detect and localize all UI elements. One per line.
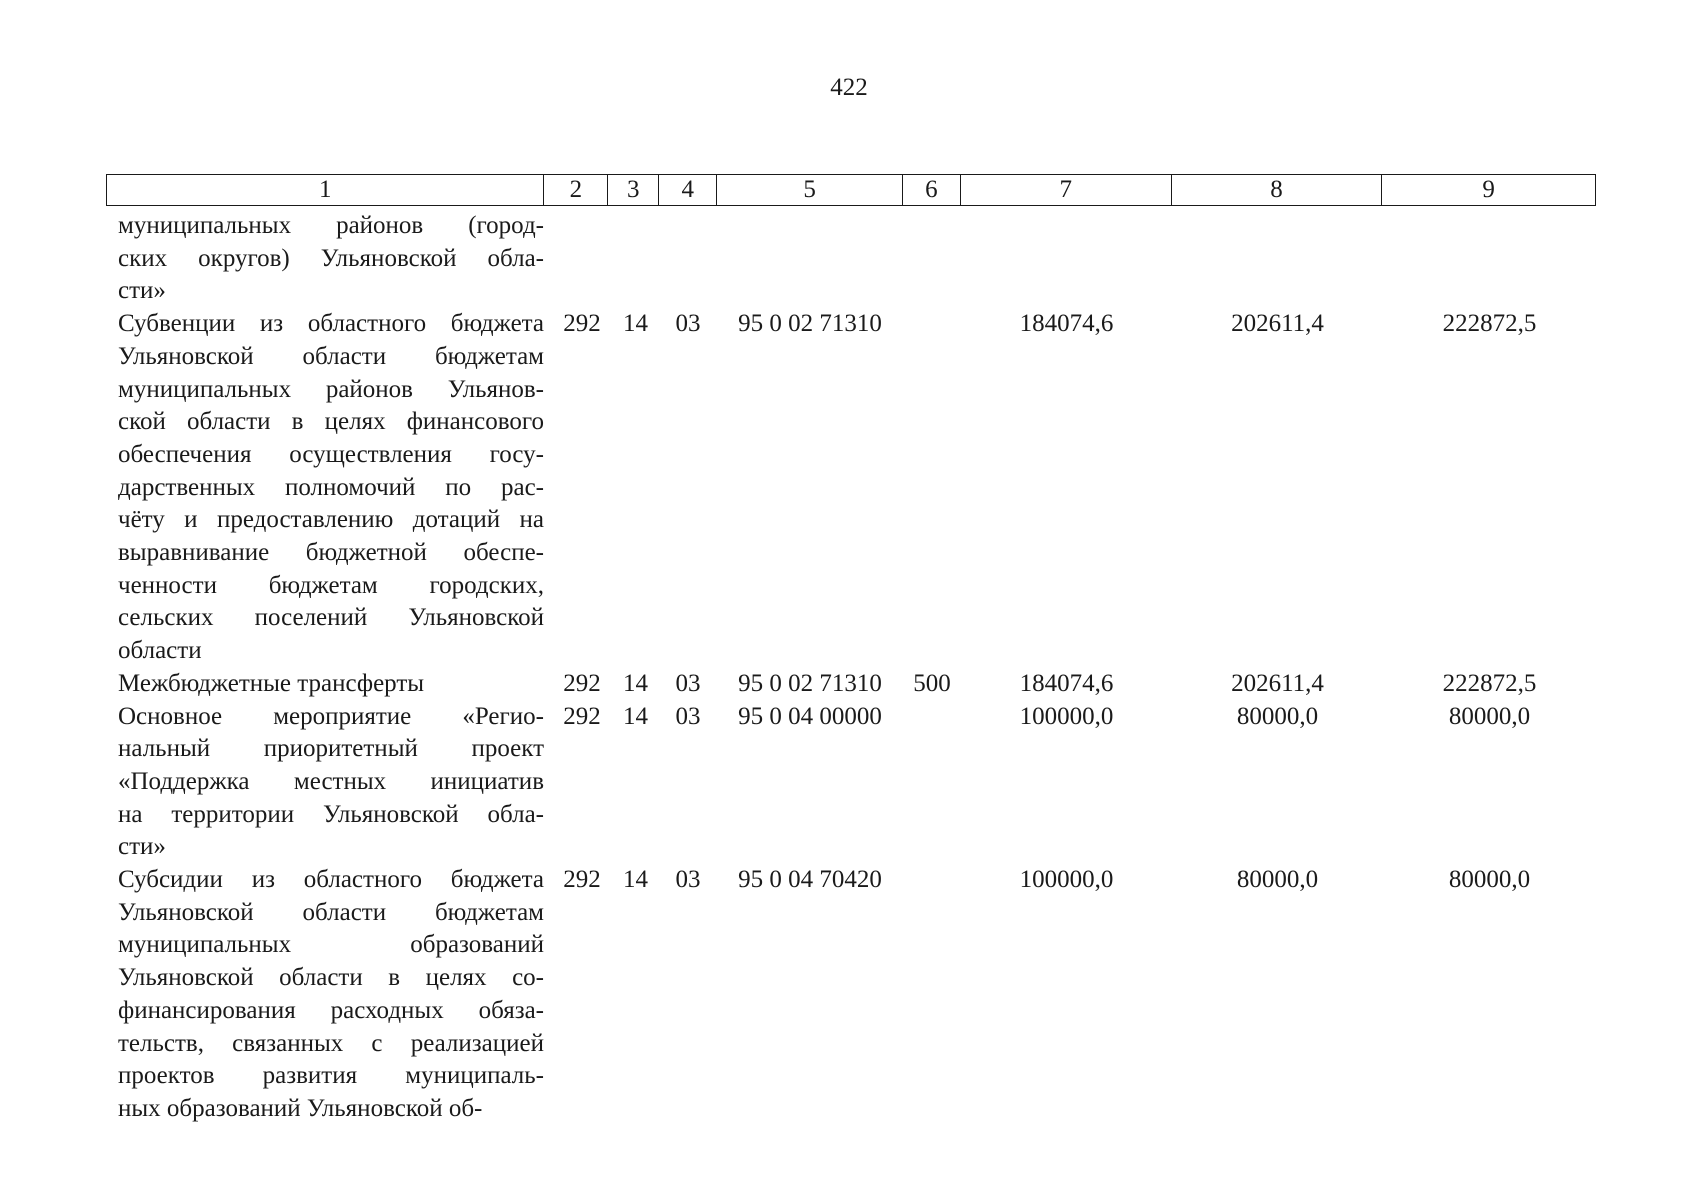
row-target-article	[717, 210, 903, 308]
row-amount-year-3	[1383, 210, 1596, 308]
description-line: на территории Ульяновской обла-	[118, 800, 544, 828]
row-amount-year-3: 80000,0	[1448, 702, 1531, 730]
description-line: ных образований Ульяновской об-	[118, 1094, 483, 1122]
row-amount-year-2: 80000,0	[1236, 702, 1319, 730]
description-line: чёту и предоставлению дотаций на	[118, 506, 544, 534]
header-col-5: 5	[717, 175, 903, 205]
description-line: дарственных полномочий по рас-	[118, 473, 544, 501]
description-line: муниципальных образований	[118, 931, 544, 959]
header-col-4: 4	[659, 175, 717, 205]
description-line: ской области в целях финансового	[118, 408, 544, 436]
description-line: сти»	[118, 277, 166, 305]
row-subsection: 03	[675, 866, 701, 894]
row-target-article: 95 0 04 00000	[738, 702, 882, 730]
budget-table	[106, 174, 1596, 1126]
row-description	[106, 864, 544, 1126]
row-amount-year-3: 222872,5	[1442, 669, 1537, 697]
description-line: Межбюджетные трансферты	[118, 669, 425, 697]
row-target-article: 95 0 02 71310	[738, 310, 882, 338]
row-expense-type: 500	[913, 669, 951, 697]
description-line: Субсидии из областного бюджета	[118, 866, 544, 894]
row-section: 14	[623, 310, 648, 338]
header-col-3: 3	[608, 175, 659, 205]
row-amount-year-2: 80000,0	[1236, 866, 1319, 894]
description-line: тельств, связанных с реализацией	[118, 1029, 544, 1057]
description-line: области	[118, 637, 202, 665]
row-subsection: 03	[675, 669, 701, 697]
row-target-article: 95 0 02 71310	[738, 669, 882, 697]
row-amount-year-3: 222872,5	[1442, 310, 1537, 338]
row-description	[106, 701, 544, 865]
description-line: ских округов) Ульяновской обла-	[118, 244, 544, 272]
row-amount-year-1: 100000,0	[1019, 866, 1114, 894]
row-expense-type	[903, 701, 961, 865]
header-col-1: 1	[107, 175, 544, 205]
header-col-6: 6	[903, 175, 961, 205]
row-amount-year-2: 202611,4	[1231, 310, 1324, 338]
description-line: сти»	[118, 833, 166, 861]
description-line: проектов развития муниципаль-	[118, 1062, 544, 1090]
page-number: 422	[830, 74, 868, 101]
row-subsection: 03	[675, 310, 701, 338]
table-row	[106, 308, 1596, 668]
row-description	[106, 308, 544, 668]
row-description	[106, 210, 544, 308]
table-body	[106, 210, 1596, 1126]
row-expense-type	[903, 210, 961, 308]
row-subsection	[659, 210, 717, 308]
description-line: нальный приоритетный проект	[118, 735, 544, 763]
description-line: Ульяновской области бюджетам	[118, 898, 544, 926]
row-expense-type	[903, 308, 961, 668]
description-line: обеспечения осуществления госу-	[118, 440, 544, 468]
row-admin-code: 292	[563, 702, 601, 730]
row-description	[106, 668, 544, 701]
row-amount-year-1: 100000,0	[1019, 702, 1114, 730]
table-row	[106, 668, 1596, 701]
row-section: 14	[623, 669, 648, 697]
row-section	[608, 210, 659, 308]
row-amount-year-2	[1172, 210, 1383, 308]
row-admin-code: 292	[563, 866, 601, 894]
description-line: финансирования расходных обяза-	[118, 996, 544, 1024]
row-amount-year-3: 80000,0	[1448, 866, 1531, 894]
description-line: «Поддержка местных инициатив	[118, 767, 544, 795]
header-col-7: 7	[961, 175, 1172, 205]
row-admin-code: 292	[563, 669, 601, 697]
row-section: 14	[623, 866, 648, 894]
description-line: Основное мероприятие «Регио-	[118, 702, 544, 730]
header-col-9: 9	[1482, 176, 1495, 203]
table-header	[106, 174, 1596, 206]
description-line: выравнивание бюджетной обеспе-	[118, 539, 544, 567]
table-row	[106, 701, 1596, 865]
header-col-2: 2	[544, 175, 608, 205]
row-section: 14	[623, 702, 648, 730]
description-line: Ульяновской области бюджетам	[118, 342, 544, 370]
description-line: ченности бюджетам городских,	[118, 571, 544, 599]
description-line: Субвенции из областного бюджета	[118, 310, 544, 338]
description-line: муниципальных районов Ульянов-	[118, 375, 544, 403]
description-line: Ульяновской области в целях со-	[118, 964, 544, 992]
header-col-8: 8	[1172, 175, 1383, 205]
row-admin-code: 292	[563, 310, 601, 338]
row-target-article: 95 0 04 70420	[738, 866, 882, 894]
row-admin-code	[544, 210, 608, 308]
table-row	[106, 210, 1596, 308]
row-expense-type	[903, 864, 961, 1126]
row-amount-year-1: 184074,6	[1019, 669, 1114, 697]
table-row	[106, 864, 1596, 1126]
row-amount-year-1	[961, 210, 1172, 308]
row-subsection: 03	[675, 702, 701, 730]
row-amount-year-1: 184074,6	[1019, 310, 1114, 338]
row-amount-year-2: 202611,4	[1231, 669, 1324, 697]
description-line: муниципальных районов (город-	[118, 212, 544, 239]
description-line: сельских поселений Ульяновской	[118, 604, 544, 632]
